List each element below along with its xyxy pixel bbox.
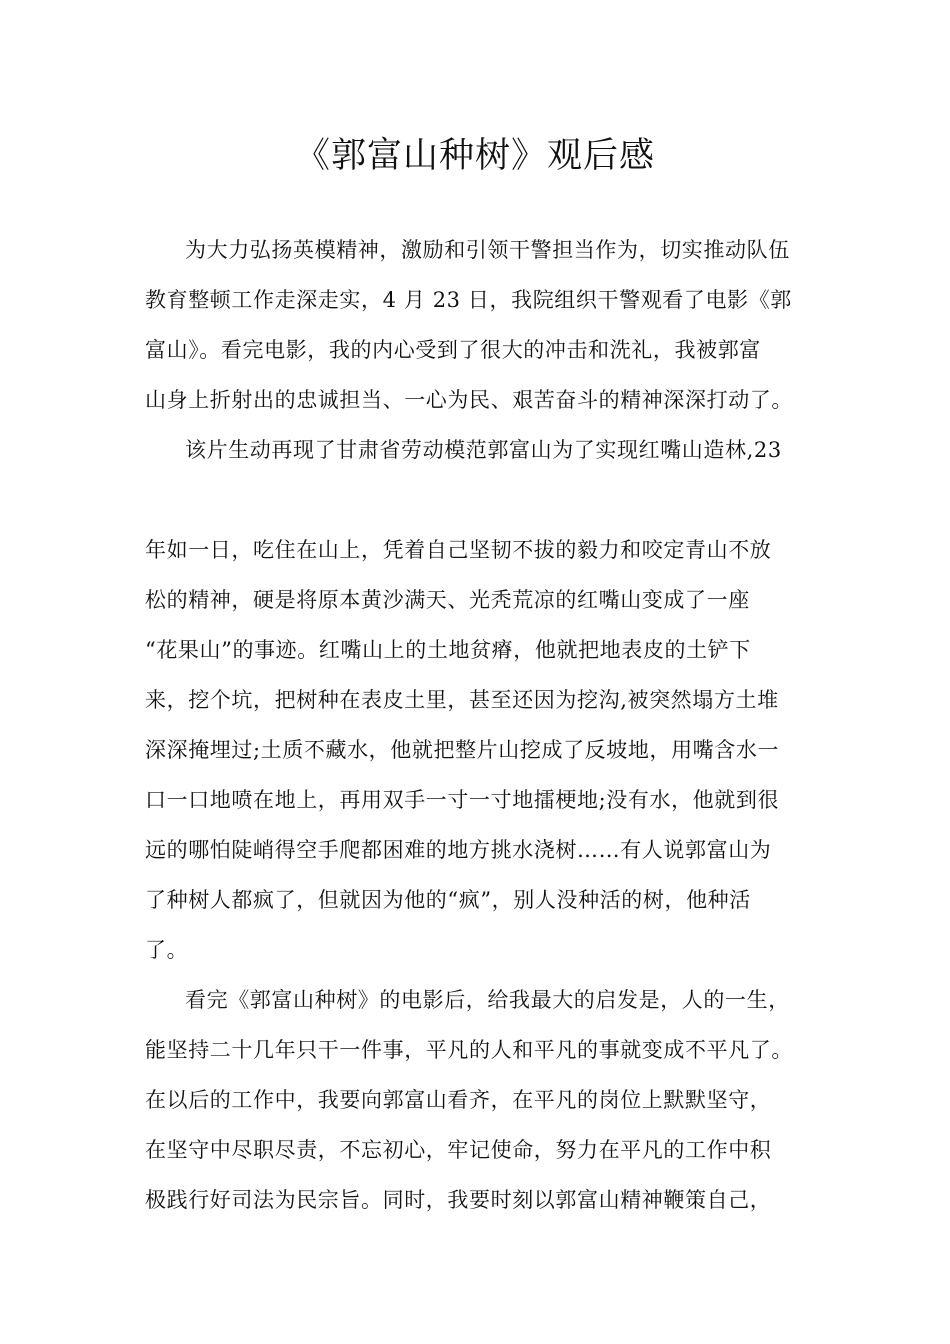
paragraph-line: 看完《郭富山种树》的电影后，给我最大的启发是，人的一生， [185,988,790,1012]
paragraph-line: 在坚守中尽职尽责，不忘初心，牢记使命，努力在平凡的工作中积 [145,1138,772,1162]
paragraph-line: 为大力弘扬英模精神，激励和引领干警担当作为，切实推动队伍 [185,238,790,262]
paragraph-line: 深深掩埋过;土质不藏水，他就把整片山挖成了反坡地，用嘴含水一 [145,738,780,762]
paragraph-line: 松的精神，硬是将原本黄沙满天、光秃荒凉的红嘴山变成了一座 [145,588,750,612]
paragraph-line: 远的哪怕陡峭得空手爬都困难的地方挑水浇树……有人说郭富山为 [145,838,772,862]
paragraph-line: 口一口地喷在地上，再用双手一寸一寸地擂梗地;没有水，他就到很 [145,788,780,812]
paragraph-line: 富山》。看完电影，我的内心受到了很大的冲击和洗礼，我被郭富 [145,338,761,362]
paragraph-line: 了。 [145,938,189,962]
paragraph-line: 山身上折射出的忠诚担当、一心为民、艰苦奋斗的精神深深打动了。 [145,388,793,412]
paragraph-line: “花果山”的事迹。红嘴山上的土地贫瘠，他就把地表皮的土铲下 [145,638,751,662]
paragraph-line: 教育整顿工作走深走实，4 月 23 日，我院组织干警观看了电影《郭 [145,288,792,312]
paragraph-line: 年如一日，吃住在山上，凭着自己坚韧不拔的毅力和咬定青山不放 [145,538,772,562]
paragraph-line: 了种树人都疯了，但就因为他的“疯”，别人没种活的树，他种活 [145,888,751,912]
paragraph-line: 在以后的工作中，我要向郭富山看齐，在平凡的岗位上默默坚守， [145,1088,772,1112]
document-title: 《郭富山种树》观后感 [294,136,655,176]
paragraph-line: 极践行好司法为民宗旨。同时，我要时刻以郭富山精神鞭策自己， [145,1188,772,1212]
paragraph-line: 能坚持二十几年只干一件事，平凡的人和平凡的事就变成不平凡了。 [145,1038,793,1062]
paragraph-line: 来，挖个坑，把树种在表皮土里，甚至还因为挖沟,被突然塌方土堆 [145,688,779,712]
paragraph-line: 该片生动再现了甘肃省劳动模范郭富山为了实现红嘴山造林,23 [185,438,782,462]
